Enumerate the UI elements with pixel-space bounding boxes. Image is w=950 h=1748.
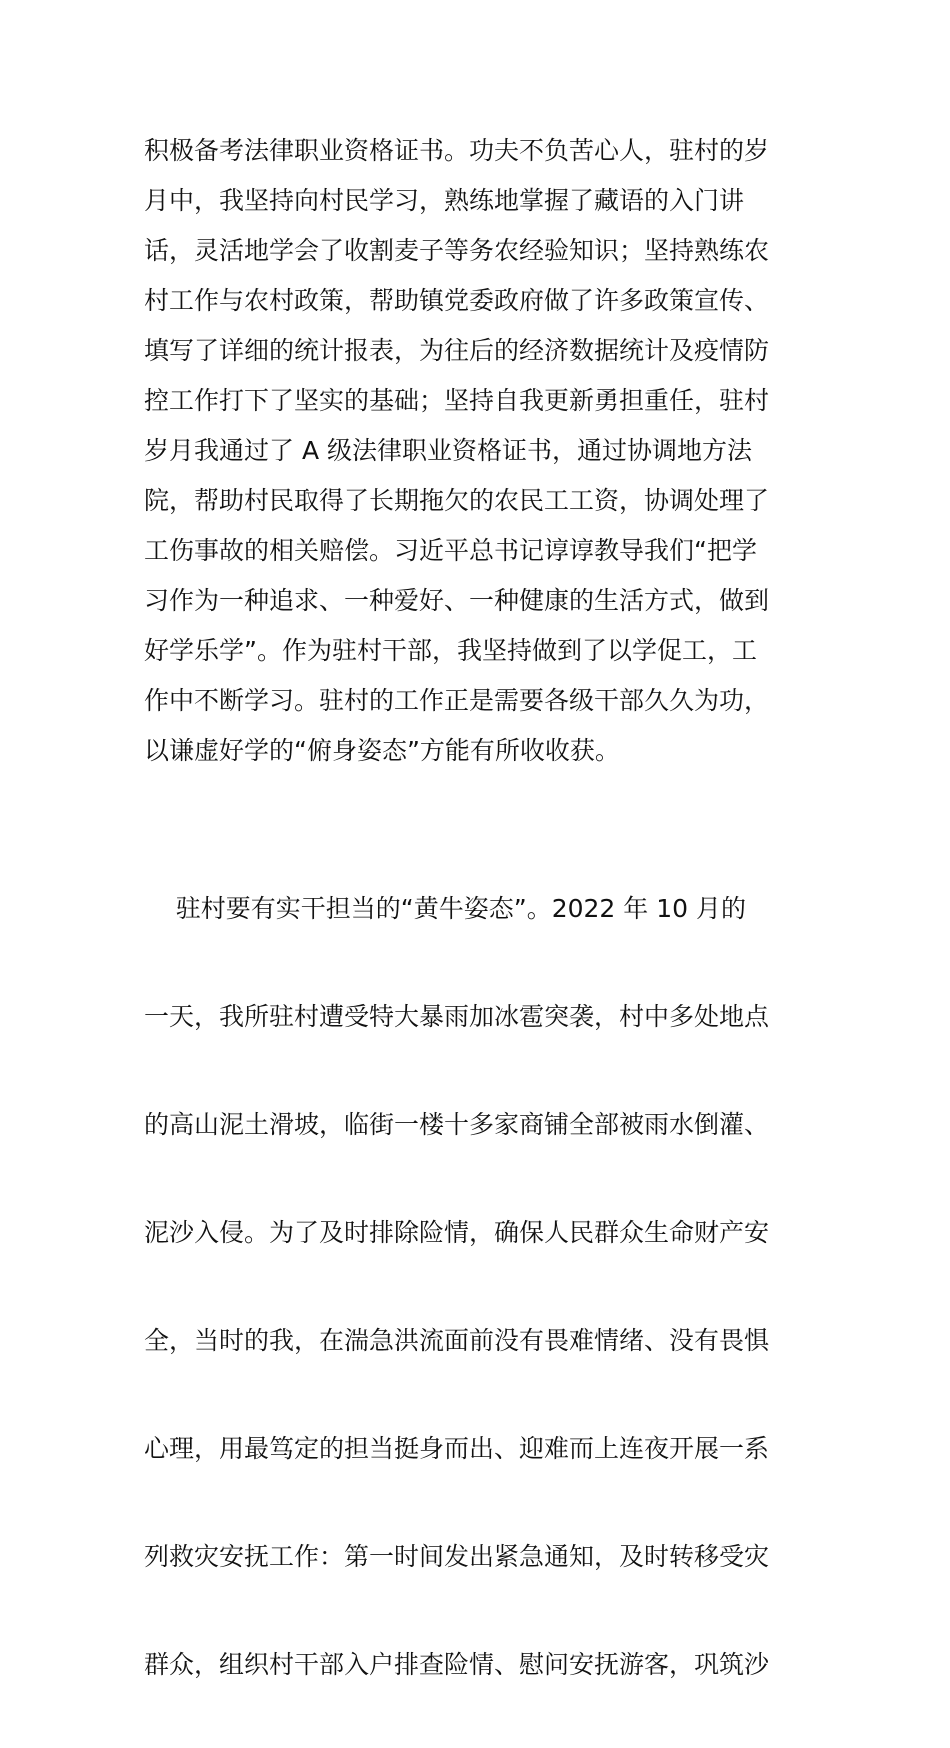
text-line: 心理，用最笃定的担当挺身而出、迎难而上连夜开展一系 <box>144 1434 770 1463</box>
text-line: 全，当时的我，在湍急洪流面前没有畏难情绪、没有畏惧 <box>144 1326 770 1355</box>
text-line: 作中不断学习。驻村的工作正是需要各级干部久久为功， <box>144 686 770 715</box>
text-line: 一天，我所驻村遭受特大暴雨加冰雹突袭，村中多处地点 <box>144 1002 770 1031</box>
text-line: 习作为一种追求、一种爱好、一种健康的生活方式，做到 <box>144 586 770 615</box>
body-paragraph-1 <box>144 126 824 776</box>
text-line: 岁月我通过了 A 级法律职业资格证书，通过协调地方法 <box>144 436 752 465</box>
text-line: 村工作与农村政策，帮助镇党委政府做了许多政策宣传、 <box>144 286 770 315</box>
text-line: 泥沙入侵。为了及时排除险情，确保人民群众生命财产安 <box>144 1218 770 1247</box>
text-line: 工伤事故的相关赔偿。习近平总书记谆谆教导我们“把学 <box>144 536 757 565</box>
text-line: 积极备考法律职业资格证书。功夫不负苦心人，驻村的岁 <box>144 136 770 165</box>
text-line: 的高山泥土滑坡，临街一楼十多家商铺全部被雨水倒灌、 <box>144 1110 770 1139</box>
text-line: 月中，我坚持向村民学习，熟练地掌握了藏语的入门讲 <box>144 186 745 215</box>
text-line: 群众，组织村干部入户排查险情、慰问安抚游客，巩筑沙 <box>144 1650 770 1679</box>
text-line: 列救灾安抚工作：第一时间发出紧急通知，及时转移受灾 <box>144 1542 770 1571</box>
text-line: 控工作打下了坚实的基础；坚持自我更新勇担重任，驻村 <box>144 386 770 415</box>
text-line: 填写了详细的统计报表，为往后的经济数据统计及疫情防 <box>144 336 770 365</box>
text-line: 话，灵活地学会了收割麦子等务农经验知识；坚持熟练农 <box>144 236 770 265</box>
body-paragraph-2 <box>144 826 824 1748</box>
text-line: 以谦虚好学的“俯身姿态”方能有所收收获。 <box>144 736 620 765</box>
text-line: 院，帮助村民取得了长期拖欠的农民工工资，协调处理了 <box>144 486 770 515</box>
text-line: 好学乐学”。作为驻村干部，我坚持做到了以学促工，工 <box>144 636 757 665</box>
text-line: 驻村要有实干担当的“黄牛姿态”。2022 年 10 月的 <box>144 894 746 923</box>
